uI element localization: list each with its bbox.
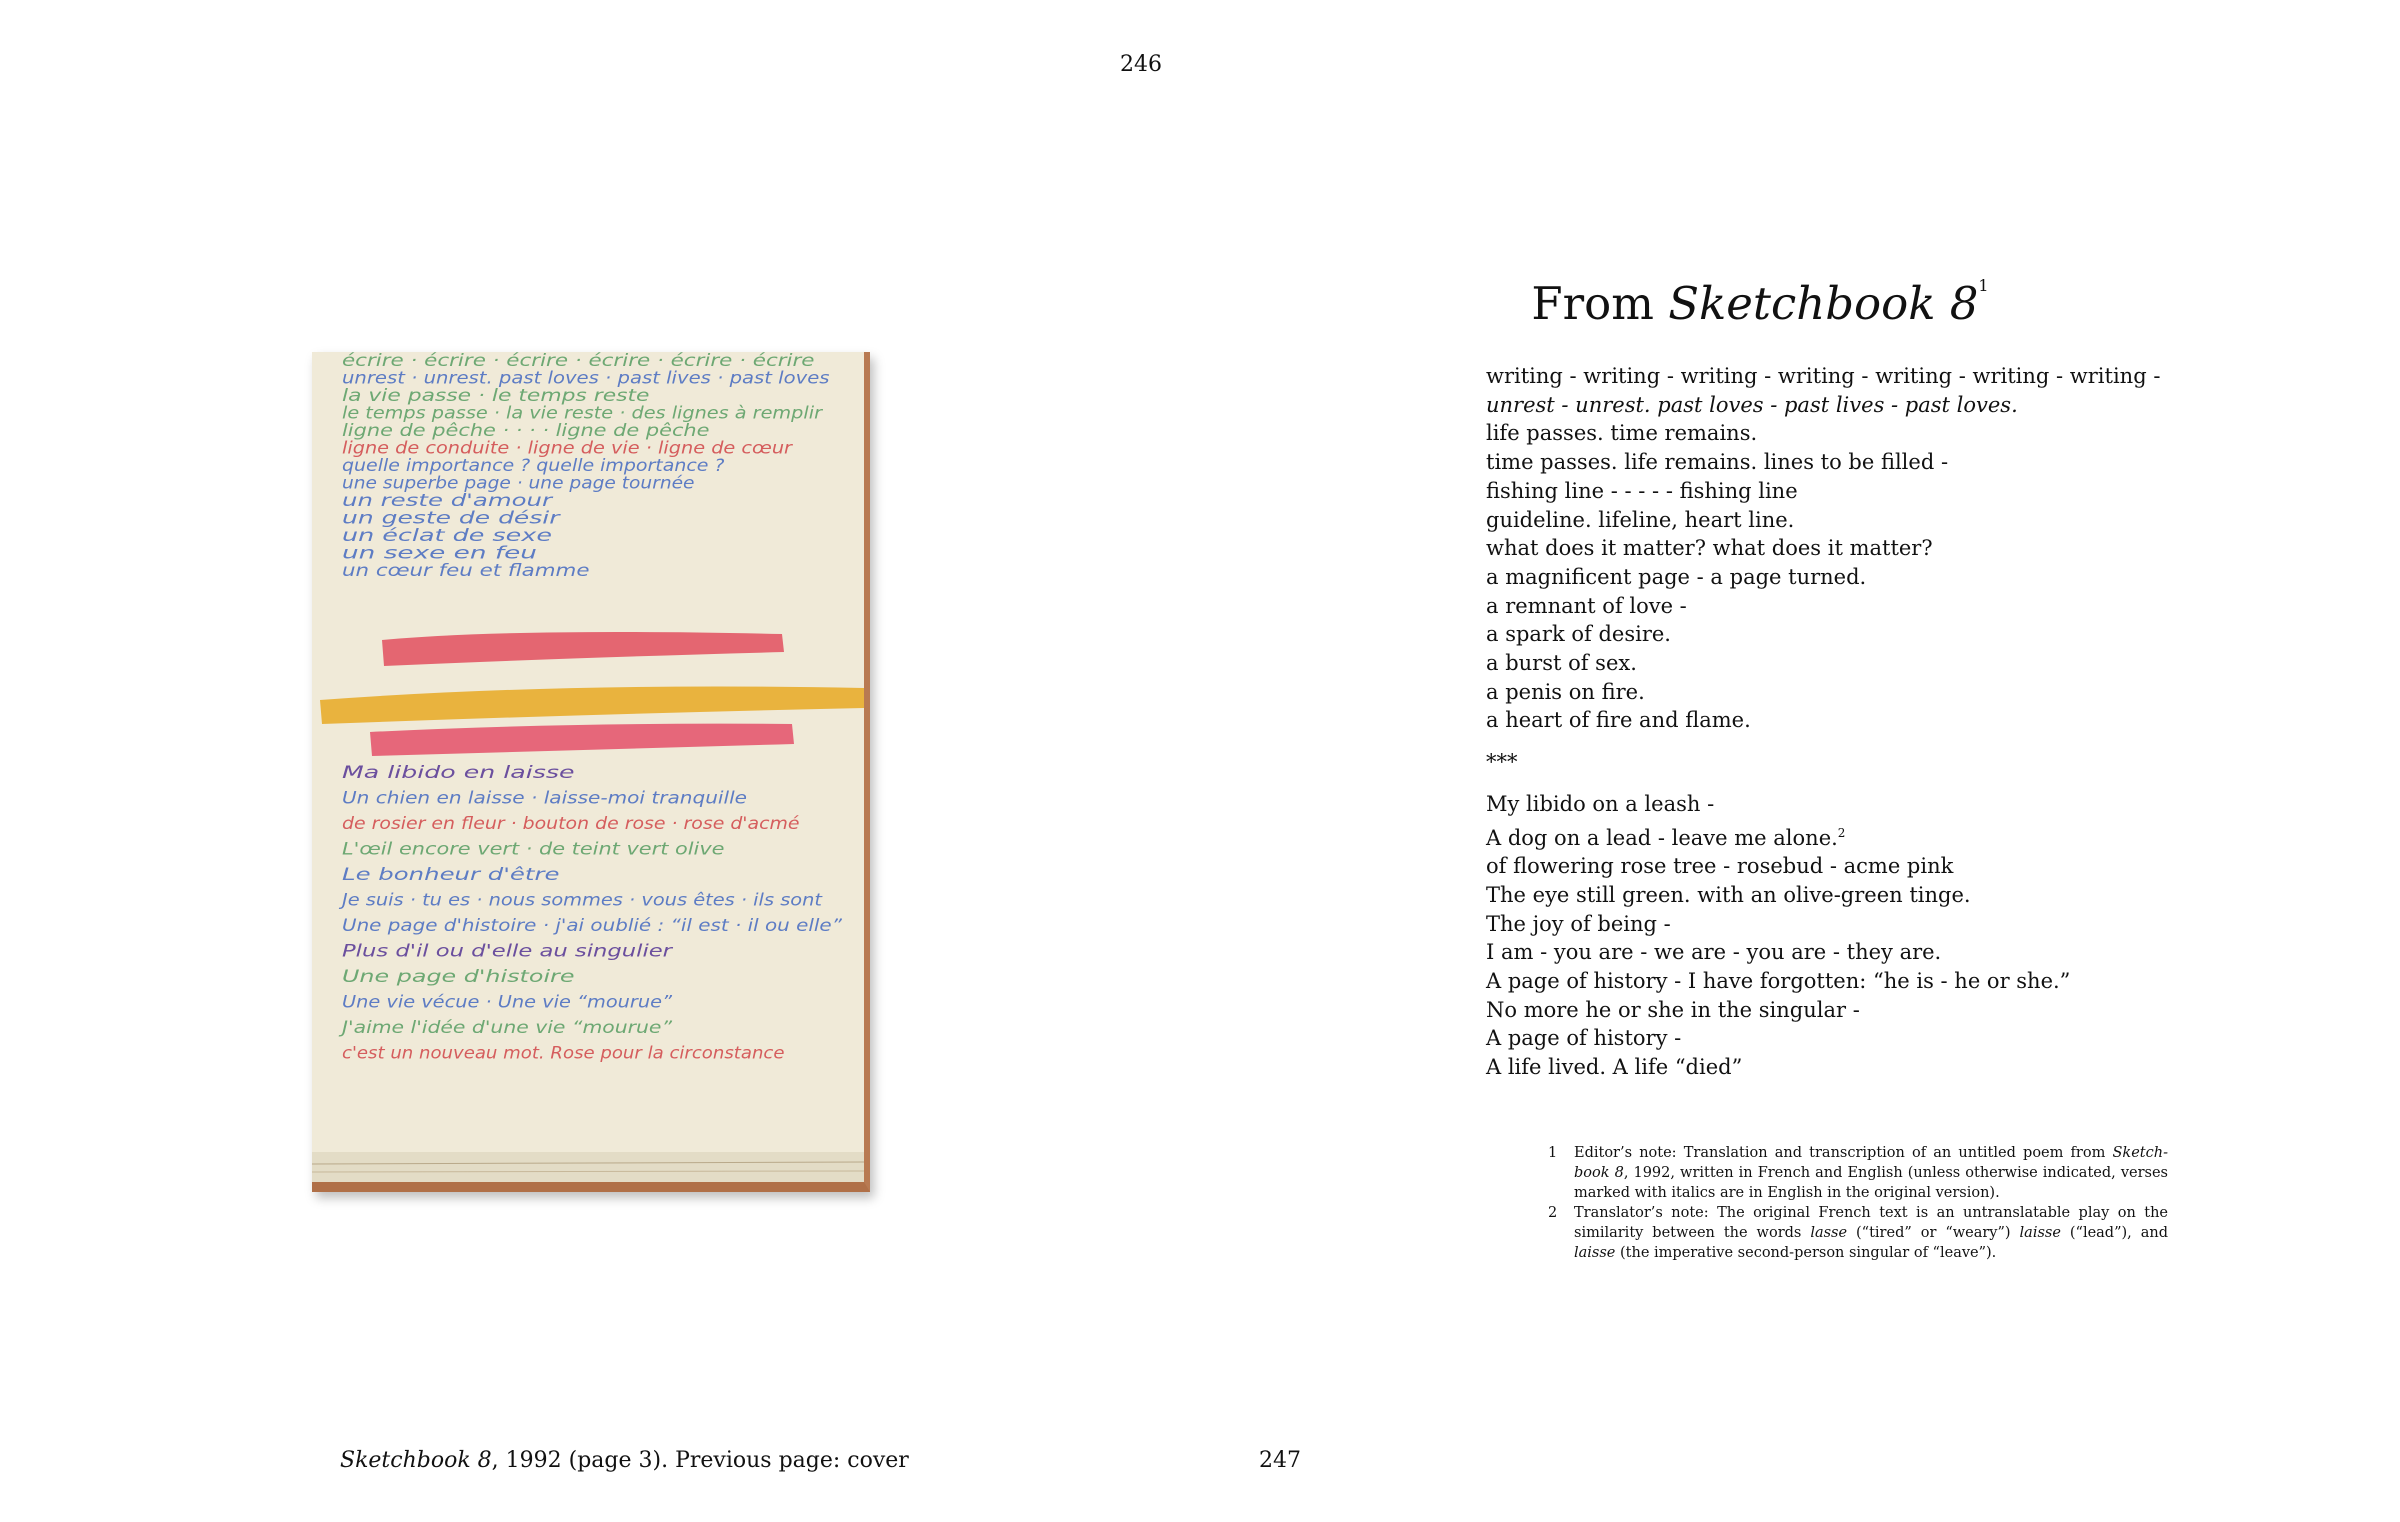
footnote-text: Editor’s note: Translation and transcription of an untitled poem from Sketch-book 8, 1992, written in French and English (unless otherwise indicated, verses marked with italics are in English in the original version).	[1574, 1145, 2168, 1201]
poem-line: what does it matter? what does it matter?	[1486, 536, 1933, 561]
caption-title: Sketchbook 8	[340, 1448, 492, 1473]
poem-line: a remnant of love -	[1486, 593, 1687, 618]
poem-line: I am - you are - we are - you are - they are.	[1486, 940, 1942, 965]
page-number-top: 246	[1120, 52, 1162, 77]
poem-line: writing - writing - writing - writing - writing - writing - writing -	[1486, 364, 2161, 388]
poem-line: A page of history -	[1486, 1026, 1682, 1051]
poem-line	[1486, 819, 2206, 853]
handwritten-line: un cœur feu et flamme	[342, 561, 590, 581]
footnote-1	[1548, 1143, 2168, 1203]
handwritten-line: un éclat de sexe	[342, 526, 552, 546]
handwritten-line: quelle importance ? quelle importance ?	[342, 456, 725, 476]
footnote-number: 2	[1548, 1205, 1558, 1221]
handwritten-line: unrest · unrest. past loves · past lives · past loves	[342, 368, 830, 389]
poem-body	[1486, 362, 2206, 1082]
poem-line: My libido on a leash -	[1486, 791, 1715, 816]
handwritten-line: de rosier en fleur · bouton de rose · rose d'acmé	[342, 814, 800, 834]
handwritten-line: un reste d'amour	[342, 491, 554, 511]
handwritten-line: Une page d'histoire	[342, 967, 575, 987]
handwritten-line: Un chien en laisse · laisse-moi tranquille	[342, 788, 747, 809]
handwritten-line: ligne de conduite · ligne de vie · ligne de cœur	[342, 438, 794, 459]
stanza-2	[1486, 790, 2206, 1082]
title-note-ref: 1	[1978, 276, 1989, 295]
handwritten-line: c'est un nouveau mot. Rose pour la circonstance	[342, 1043, 785, 1064]
handwritten-line: écrire · écrire · écrire · écrire · écrire · écrire	[342, 352, 815, 371]
handwritten-line: la vie passe · le temps reste	[342, 386, 650, 406]
title-italic: Sketchbook 8	[1668, 277, 1979, 330]
handwritten-line: Ma libido en laisse	[342, 763, 575, 783]
handwritten-line: Plus d'il ou d'elle au singulier	[342, 941, 674, 962]
handwritten-line: Le bonheur d'être	[342, 865, 560, 885]
footnote-2	[1548, 1203, 2168, 1263]
poem-line: unrest - unrest. past loves - past lives - past loves.	[1486, 392, 2018, 417]
title-prefix: From	[1531, 277, 1669, 330]
poem-line: a heart of fire and flame.	[1486, 708, 1751, 733]
poem-title	[1490, 276, 2030, 330]
handwritten-line: le temps passe · la vie reste · des lignes à remplir	[342, 403, 824, 424]
poem-line: time passes. life remains. lines to be filled -	[1486, 450, 1949, 475]
caption-text: , 1992 (page 3). Previous page: cover	[491, 1448, 909, 1473]
poem-line: a magnificent page - a page turned.	[1486, 564, 1867, 589]
footnote-text: Translator’s note: The original French text is an untranslatable play on the similarity between the words lasse (“tired” or “weary”) laisse (“lead”), and laisse (the imperative second-person singular of “leave”).	[1574, 1205, 2168, 1261]
footnote-number: 1	[1548, 1145, 1558, 1161]
handwritten-line: L'œil encore vert · de teint vert olive	[342, 839, 725, 860]
poem-line: A life lived. A life “died”	[1486, 1055, 1743, 1080]
footnote-ref-2: 2	[1837, 825, 1846, 840]
handwritten-line: Une page d'histoire · j'ai oublié : “il est · il ou elle”	[342, 916, 843, 936]
handwritten-line: ligne de pêche · · · · ligne de pêche	[342, 421, 710, 441]
figure-caption	[340, 1448, 909, 1473]
poem-line: guideline. lifeline, heart line.	[1486, 507, 1795, 532]
handwritten-line: un sexe en feu	[342, 543, 538, 564]
poem-line: of flowering rose tree - rosebud - acme pink	[1486, 854, 1954, 879]
poem-line: A page of history - I have forgotten: “he is - he or she.”	[1486, 969, 2071, 994]
paper-edge	[312, 1152, 864, 1182]
sketchbook-page-image	[312, 352, 870, 1192]
stanza-separator: ***	[1486, 750, 1518, 775]
poem-line-text: A dog on a lead - leave me alone.	[1486, 825, 1838, 850]
poem-line: fishing line - - - - - fishing line	[1486, 478, 1798, 503]
poem-line: The eye still green. with an olive-green tinge.	[1486, 882, 1971, 907]
sketchbook-drawing	[312, 352, 864, 1182]
poem-line: a spark of desire.	[1486, 622, 1671, 647]
handwritten-line: Une vie vécue · Une vie “mourue”	[342, 992, 673, 1013]
handwritten-line: un geste de désir	[342, 508, 561, 529]
stanza-1	[1486, 362, 2206, 735]
footnotes	[1548, 1143, 2168, 1263]
handwritten-line: J'aime l'idée d'une vie “mourue”	[338, 1018, 673, 1038]
poem-line: No more he or she in the singular -	[1486, 997, 1860, 1022]
poem-line: The joy of being -	[1486, 911, 1671, 936]
poem-line: life passes. time remains.	[1486, 421, 1758, 446]
poem-line: a burst of sex.	[1486, 651, 1637, 676]
page-number-bottom: 247	[1259, 1448, 1301, 1473]
poem-line: a penis on fire.	[1486, 679, 1645, 704]
handwritten-line: Je suis · tu es · nous sommes · vous êtes · ils sont	[338, 890, 824, 911]
handwritten-line: une superbe page · une page tournée	[342, 473, 695, 494]
